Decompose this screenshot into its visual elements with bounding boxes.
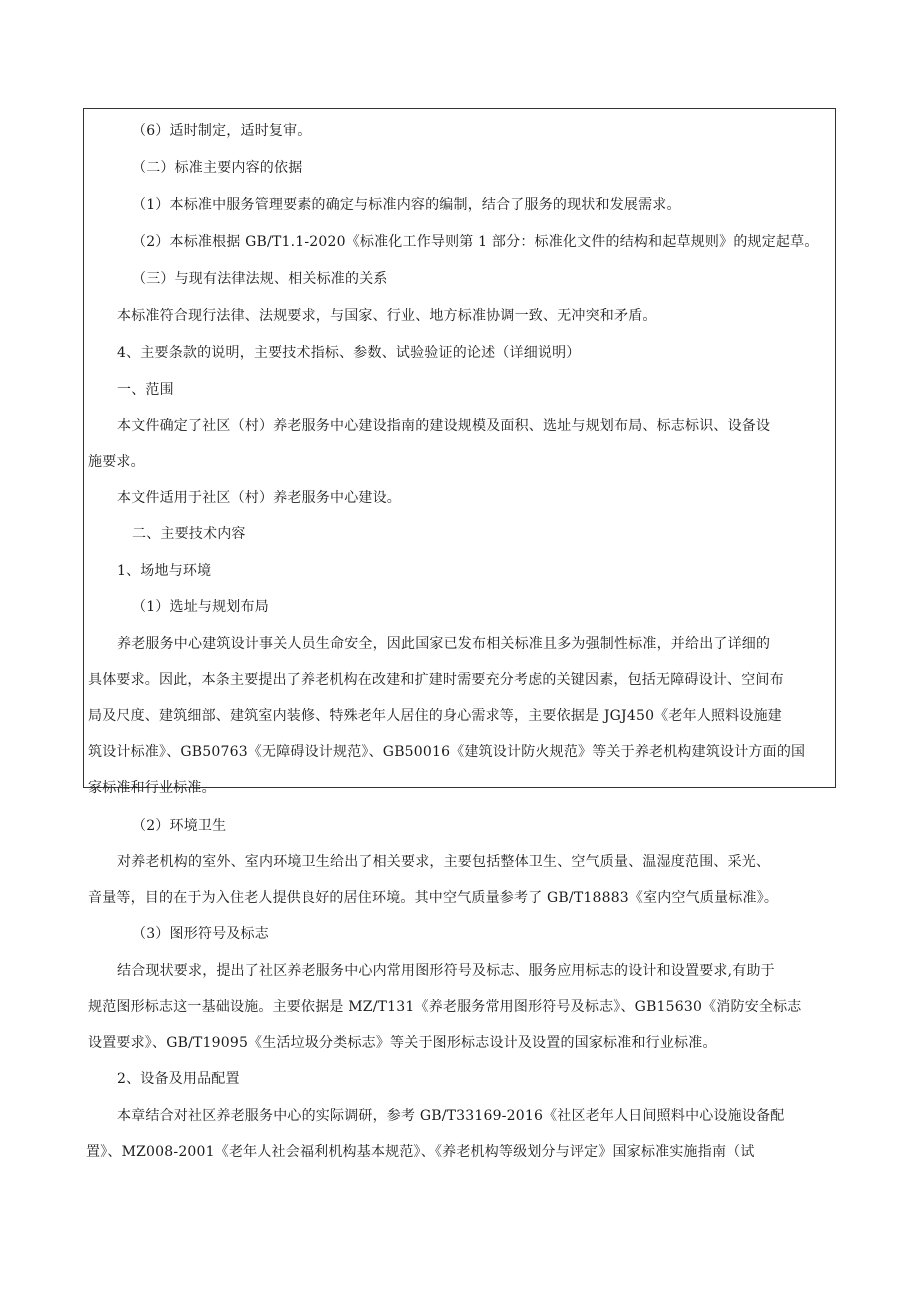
basis-item-1: （1）本标准中服务管理要素的确定与标准内容的编制，结合了服务的现状和发展需求。 [132,197,681,213]
item-6-timely-review: （6）适时制定，适时复审。 [132,123,312,139]
paragraph-compliance: 本标准符合现行法律、法规要求，与国家、行业、地方标准协调一致、无冲突和矛盾。 [117,308,657,324]
site-paragraph-line-3: 局及尺度、建筑细部、建筑室内装修、特殊老年人居住的身心需求等，主要依据是 JGJ450《老年人照料设施建 [88,708,782,724]
subheading-site-selection: （1）选址与规划布局 [132,599,269,615]
scope-paragraph-line-2: 施要求。 [88,454,145,470]
symbols-paragraph-line-1: 结合现状要求，提出了社区养老服务中心内常用图形符号及标志、服务应用标志的设计和设置要求,有助于 [117,963,775,979]
site-paragraph-line-1: 养老服务中心建筑设计事关人员生命安全，因此国家已发布相关标准且多为强制性标准，并给出了详细的 [117,636,771,652]
heading-main-technical-content: 二、主要技术内容 [132,526,246,542]
heading-site-environment: 1、场地与环境 [117,563,212,579]
equipment-paragraph-line-1: 本章结合对社区养老服务中心的实际调研，参考 GB/T33169-2016《社区老年人日间照料中心设施设备配 [117,1108,785,1124]
site-paragraph-line-4: 筑设计标准》、GB50763《无障碍设计规范》、GB50016《建筑设计防火规范》等关于养老机构建筑设计方面的国 [88,744,806,760]
site-paragraph-line-5: 家标准和行业标准。 [88,780,216,796]
heading-main-clauses: 4、主要条款的说明，主要技术指标、参数、试验验证的论述（详细说明） [117,345,581,361]
basis-item-2: （2）本标准根据 GB/T1.1-2020《标准化工作导则第 1 部分：标准化文件的结构和起草规则》的规定起草。 [132,234,819,250]
heading-basis-of-content: （二）标准主要内容的依据 [132,160,303,176]
heading-scope: 一、范围 [117,382,174,398]
symbols-paragraph-line-3: 设置要求》、GB/T19095《生活垃圾分类标志》等关于图形标志设计及设置的国家标准和行业标准。 [88,1035,717,1051]
hygiene-paragraph-line-2: 音量等，目的在于为入住老人提供良好的居住环境。其中空气质量参考了 GB/T18883《室内空气质量标准》。 [88,890,779,906]
subheading-graphic-symbols: （3）图形符号及标志 [132,926,269,942]
equipment-paragraph-line-2: 置》、MZ008-2001《老年人社会福利机构基本规范》、《养老机构等级划分与评定》国家标准实施指南（试 [86,1144,755,1160]
heading-equipment-config: 2、设备及用品配置 [117,1071,240,1087]
hygiene-paragraph-line-1: 对养老机构的室外、室内环境卫生给出了相关要求，主要包括整体卫生、空气质量、温湿度范围、采光、 [117,854,771,870]
site-paragraph-line-2: 具体要求。因此，本条主要提出了养老机构在改建和扩建时需要充分考虑的关键因素，包括无障碍设计、空间布 [88,672,784,688]
scope-applicability: 本文件适用于社区（村）养老服务中心建设。 [117,490,401,506]
subheading-environment-hygiene: （2）环境卫生 [132,818,227,834]
scope-paragraph-line-1: 本文件确定了社区（村）养老服务中心建设指南的建设规模及面积、选址与规划布局、标志标识、设备设 [117,418,771,434]
heading-relation-to-laws: （三）与现有法律法规、相关标准的关系 [132,271,388,287]
symbols-paragraph-line-2: 规范图形标志这一基础设施。主要依据是 MZ/T131《养老服务常用图形符号及标志》、GB15630《消防安全标志 [88,999,802,1015]
